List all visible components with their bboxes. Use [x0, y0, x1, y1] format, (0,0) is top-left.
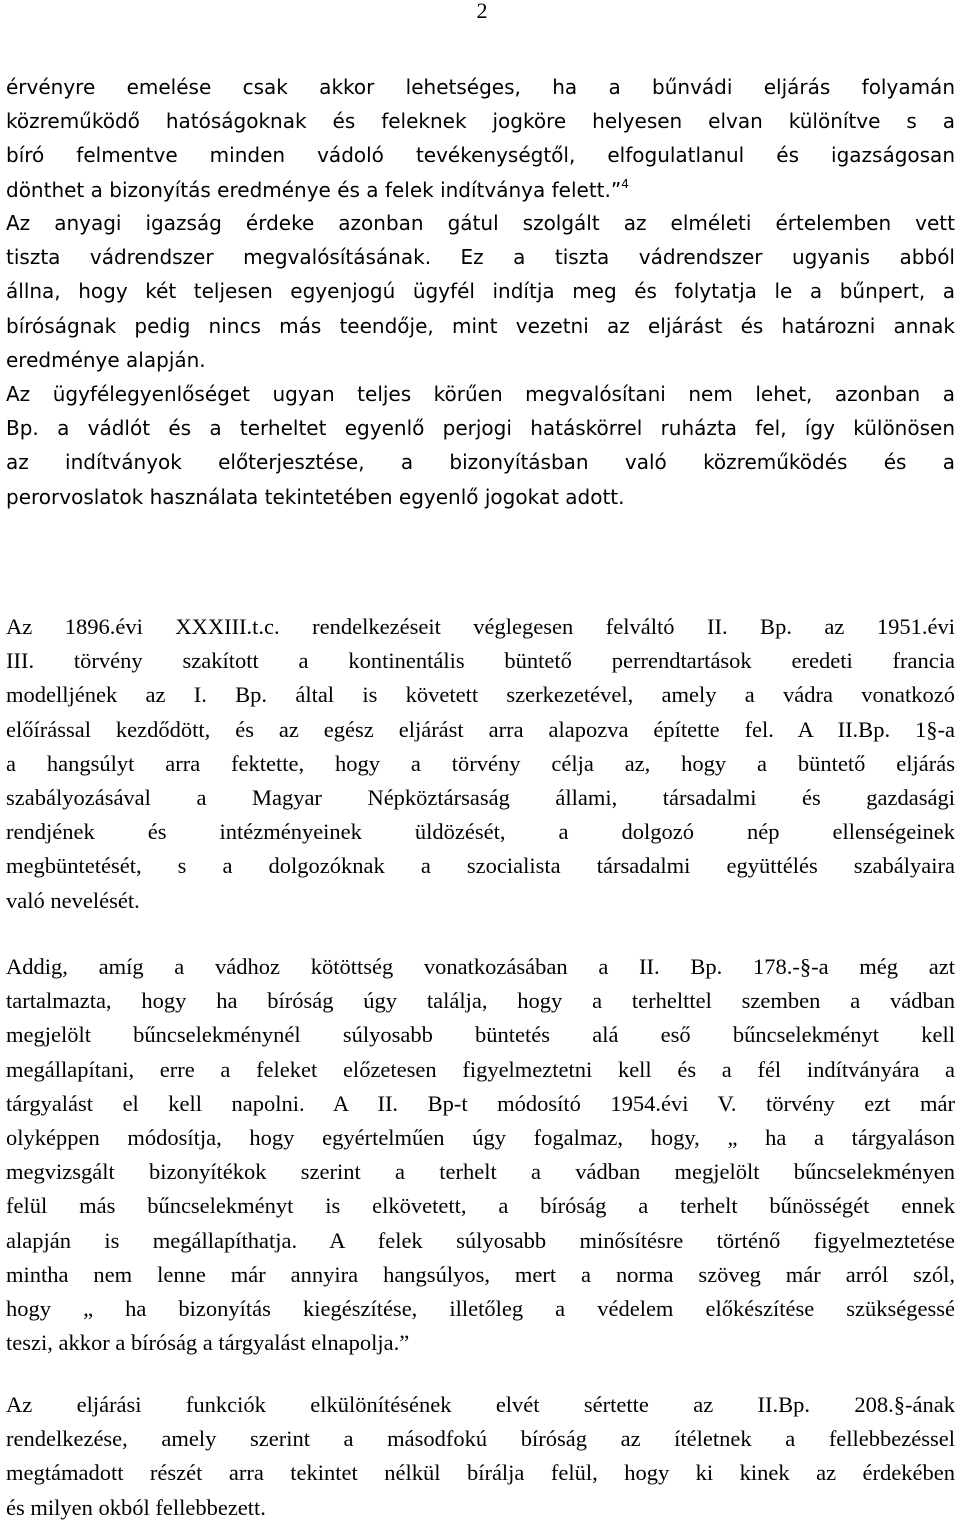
text-line: Az anyagi igazság érdeke azonban gátul szolgált az elméleti értelemben vett — [6, 211, 955, 235]
text-line: tartalmazta, hogy ha bíróság úgy találja, hogy a terhelttel szemben a vádban — [6, 988, 955, 1014]
text-line: felül más bűncselekményt is elkövetett, a bíróság a terhelt bűnösségét ennek — [6, 1193, 955, 1219]
footnote-reference: 4 — [621, 176, 629, 191]
paragraph-2 — [6, 206, 955, 514]
text-line: hogy „ ha bizonyítás kiegészítése, illetőleg a védelem előkészítése szükségessé — [6, 1296, 955, 1322]
text-line: és milyen okból fellebbezett. — [6, 1494, 266, 1520]
text-line: tiszta vádrendszer megvalósításának. Ez a tiszta vádrendszer ugyanis abból — [6, 245, 955, 270]
text-line: Az 1896.évi XXXIII.t.c. rendelkezéseit véglegesen felváltó II. Bp. az 1951.évi — [6, 614, 955, 639]
text-line: Az eljárási funkciók elkülönítésének elvét sértette az II.Bp. 208.§-ának — [6, 1392, 955, 1417]
text-line: való nevelését. — [6, 887, 140, 913]
page-number: 2 — [476, 0, 488, 23]
text-line: eredménye alapján. — [6, 347, 206, 372]
text-line: megállapítani, erre a feleket előzetesen figyelmeztetni kell és a fél indítványára a — [6, 1056, 955, 1082]
text-line: bíró felmentve minden vádoló tevékenységtől, elfogulatlanul és igazságosan — [6, 143, 955, 168]
text-line-with-footnote — [6, 173, 955, 207]
text-line: olyképpen módosítja, hogy egyértelműen úgy fogalmaz, hogy, „ ha a tárgyaláson — [6, 1125, 955, 1151]
text-line: a hangsúlyt arra fektette, hogy a törvény célja az, hogy a büntető eljárás — [6, 750, 955, 776]
text-line: szabályozásával a Magyar Népköztársaság állami, társadalmi és gazdasági — [6, 785, 955, 811]
text-line: tárgyalást el kell napolni. A II. Bp-t módosító 1954.évi V. törvény ezt már — [6, 1090, 955, 1116]
paragraph-1 — [6, 70, 955, 207]
text-line: Addig, amíg a vádhoz kötöttség vonatkozásában a II. Bp. 178.-§-a még azt — [6, 954, 955, 979]
text-line: megtámadott részét arra tekintet nélkül bírálja felül, hogy ki kinek az érdekében — [6, 1460, 955, 1486]
paragraph-3 — [6, 610, 955, 918]
text-line: rendjének és intézményeinek üldözését, a dolgozó nép ellenségeinek — [6, 819, 955, 845]
text-line: állna, hogy két teljesen egyenjogú ügyfél indítja meg és folytatja le a bűnpert, a — [6, 279, 955, 304]
text-line: megvizsgált bizonyítékok szerint a terhelt a vádban megjelölt bűncselekményen — [6, 1159, 955, 1185]
text-line: alapján is megállapíthatja. A felek súlyosabb minősítésre történő figyelmeztetése — [6, 1227, 955, 1253]
paragraph-4 — [6, 950, 955, 1360]
text-line: érvényre emelése csak akkor lehetséges, ha a bűnvádi eljárás folyamán — [6, 75, 955, 99]
text-line: közreműködő hatóságoknak és feleknek jogköre helyesen elvan különítve s a — [6, 109, 955, 134]
text-line: Bp. a vádlót és a terheltet egyenlő perjogi hatáskörrel ruházta fel, így különösen — [6, 416, 955, 441]
text-line: előírással kezdődött, és az egész eljárást arra alapozva építette fel. A II.Bp. 1§-a — [6, 716, 955, 742]
text-line: bíróságnak pedig nincs más teendője, mint vezetni az eljárást és határozni annak — [6, 313, 955, 338]
text-line: dönthet a bizonyítás eredménye és a felek indítványa felett.” — [6, 177, 622, 202]
text-line: az indítványok előterjesztése, a bizonyításban való közreműködés és a — [6, 450, 955, 475]
text-line: Az ügyfélegyenlőséget ugyan teljes körűen megvalósítani nem lehet, azonban a — [6, 382, 955, 407]
text-line: modelljének az I. Bp. által is követett szerkezetével, amely a vádra vonatkozó — [6, 682, 955, 708]
text-line: mintha nem lenne már annyira hangsúlyos, mert a norma szöveg már arról szól, — [6, 1261, 955, 1287]
text-line: teszi, akkor a bíróság a tárgyalást elnapolja.” — [6, 1330, 410, 1356]
text-line: rendelkezése, amely szerint a másodfokú bíróság az ítéletnek a fellebbezéssel — [6, 1426, 955, 1452]
text-line: III. törvény szakított a kontinentális büntető perrendtartások eredeti francia — [6, 648, 955, 674]
text-line: megjelölt bűncselekménynél súlyosabb büntetés alá eső bűncselekményt kell — [6, 1022, 955, 1048]
text-line: megbüntetését, s a dolgozóknak a szocialista társadalmi együttélés szabályaira — [6, 853, 955, 879]
text-line: perorvoslatok használata tekintetében egyenlő jogokat adott. — [6, 484, 625, 509]
paragraph-5 — [6, 1388, 955, 1525]
